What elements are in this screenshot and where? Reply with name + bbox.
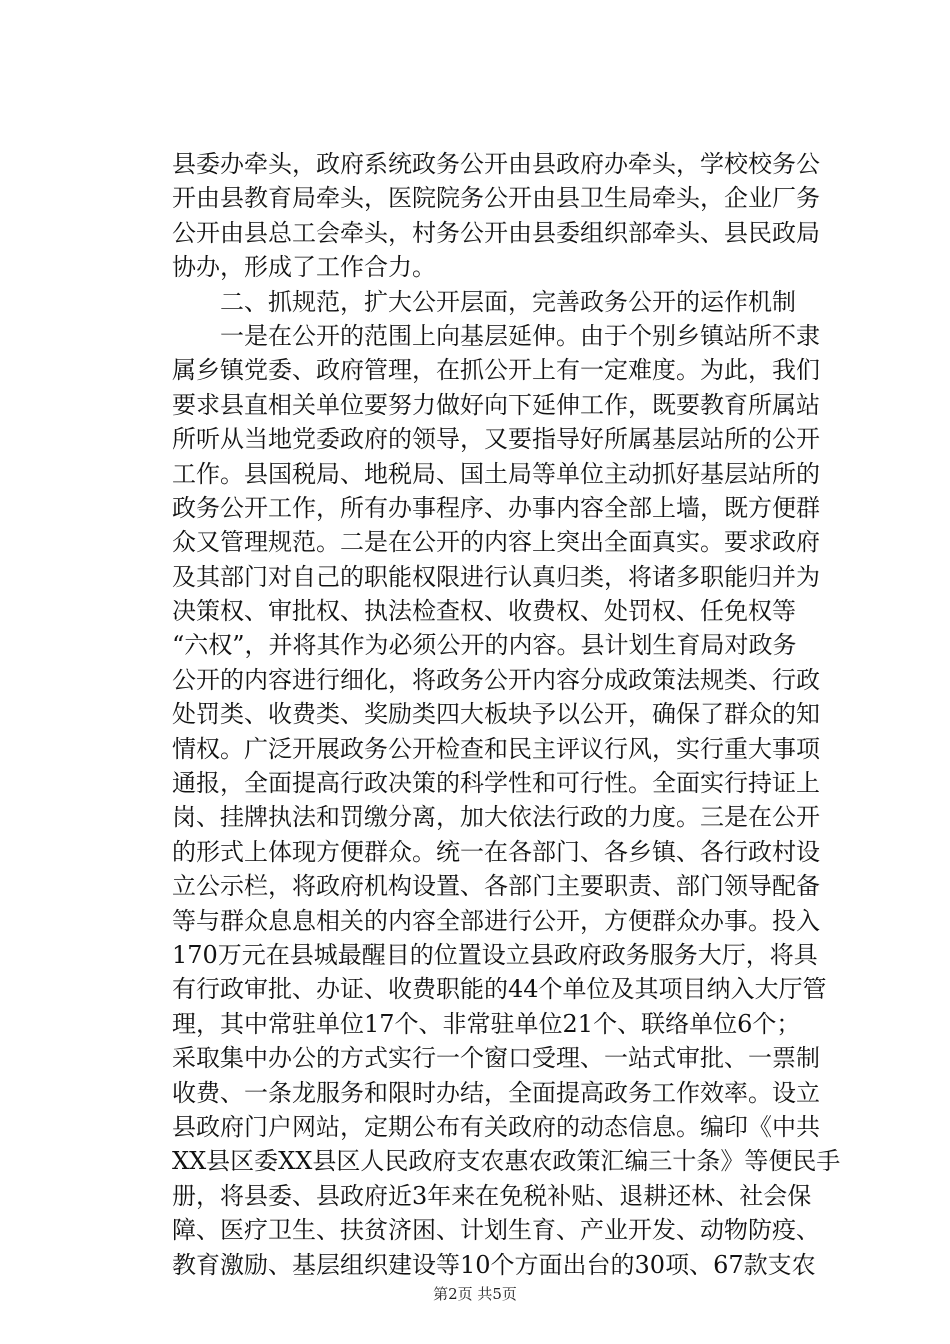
page-footer [0,1283,950,1304]
text-line: 情权。广泛开展政务公开检查和民主评议行风，实行重大事项 [172,734,820,763]
text-line: 所听从当地党委政府的领导，又要指导好所属基层站所的公开 [172,425,820,454]
text-line: XX县区委XX县区人民政府支农惠农政策汇编三十条》等便民手 [172,1147,841,1176]
text-line: 众又管理规范。二是在公开的内容上突出全面真实。要求政府 [172,528,820,557]
text-line: 理，其中常驻单位17个、非常驻单位21个、联络单位6个； [172,1009,801,1038]
text-line: 县政府门户网站，定期公布有关政府的动态信息。编印《中共 [172,1112,820,1141]
text-line: 采取集中办公的方式实行一个窗口受理、一站式审批、一票制 [172,1044,820,1073]
text-line: 要求县直相关单位要努力做好向下延伸工作，既要教育所属站 [172,390,820,419]
text-line: 通报，全面提高行政决策的科学性和可行性。全面实行持证上 [172,769,820,798]
text-line: 公开的内容进行细化，将政务公开内容分成政策法规类、行政 [172,665,820,694]
text-line: 170万元在县城最醒目的位置设立县政府政务服务大厅，将具 [172,940,818,969]
text-line: 的形式上体现方便群众。统一在各部门、各乡镇、各行政村设 [172,837,820,866]
section-heading: 二、抓规范，扩大公开层面，完善政务公开的运作机制 [172,287,796,316]
text-line: “六权”，并将其作为必须公开的内容。县计划生育局对政务 [172,631,797,660]
text-line: 教育激励、基层组织建设等10个方面出台的30项、67款支农 [172,1250,816,1279]
text-line: 政务公开工作，所有办事程序、办事内容全部上墙，既方便群 [172,493,820,522]
text-line: 属乡镇党委、政府管理，在抓公开上有一定难度。为此，我们 [172,356,820,385]
text-line: 及其部门对自己的职能权限进行认真归类，将诸多职能归并为 [172,562,820,591]
page-number: 第2页 共5页 [433,1285,517,1303]
text-line: 有行政审批、办证、收费职能的44个单位及其项目纳入大厅管 [172,975,827,1004]
text-line: 障、医疗卫生、扶贫济困、计划生育、产业开发、动物防疫、 [172,1216,820,1245]
text-line: 工作。县国税局、地税局、国土局等单位主动抓好基层站所的 [172,459,820,488]
text-line: 等与群众息息相关的内容全部进行公开，方便群众办事。投入 [172,906,820,935]
text-line: 立公示栏，将政府机构设置、各部门主要职责、部门领导配备 [172,872,820,901]
text-line: 决策权、审批权、执法检查权、收费权、处罚权、任免权等 [172,597,796,626]
text-line: 册，将县委、县政府近3年来在免税补贴、退耕还林、社会保 [172,1181,812,1210]
text-line: 岗、挂牌执法和罚缴分离，加大依法行政的力度。三是在公开 [172,803,820,832]
body-text [172,147,841,1282]
text-line: 县委办牵头，政府系统政务公开由县政府办牵头，学校校务公 [172,150,820,178]
text-line: 处罚类、收费类、奖励类四大板块予以公开，确保了群众的知 [172,700,820,729]
text-line: 公开由县总工会牵头，村务公开由县委组织部牵头、县民政局 [172,218,820,247]
text-line: 收费、一条龙服务和限时办结，全面提高政务工作效率。设立 [172,1078,820,1107]
text-line: 开由县教育局牵头，医院院务公开由县卫生局牵头，企业厂务 [172,184,820,213]
text-line: 协办，形成了工作合力。 [172,253,436,282]
text-line: 一是在公开的范围上向基层延伸。由于个别乡镇站所不隶 [172,321,820,350]
